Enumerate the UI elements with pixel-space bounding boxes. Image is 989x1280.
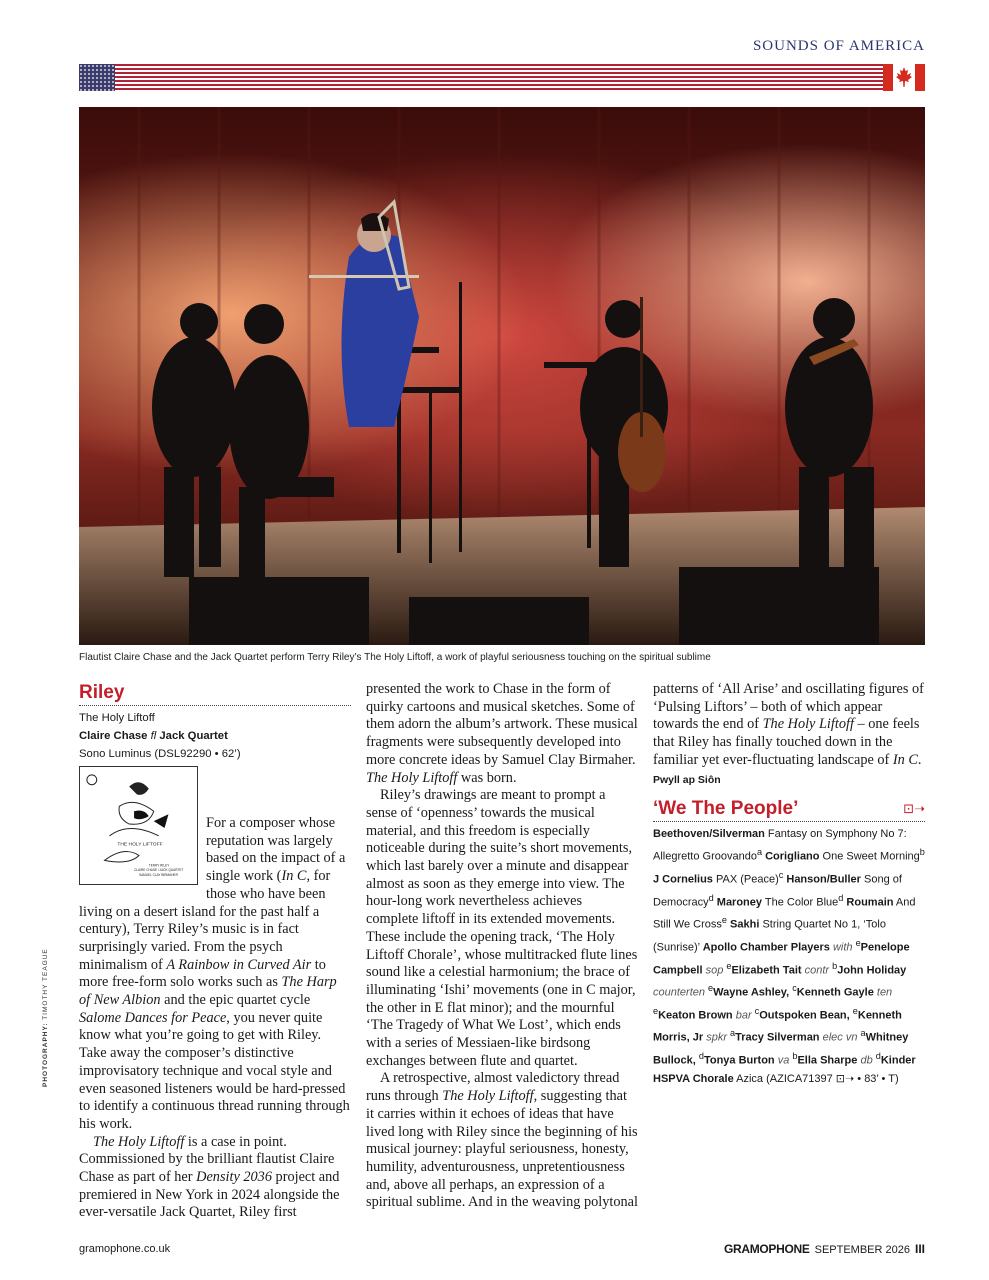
label-info: Sono Luminus (DSL92290 • 62’) [79, 748, 241, 760]
body-paragraph-3: Riley’s drawings are meant to prompt a sense of ‘openness’ towards the musical material, and this freedom is especially noticeable during the suite’s short movements, which last barely over a minute and disappear almost as soon as they emerge into view. The hour-long work nevertheless achieves complete liftoff in its extended movements. These include the opening track, ‘The Holy Liftoff Chorale’, whose multitracked flute lines sound like a celestial harmonium; the brace of illuminating ‘Ishi’ movements (one in C major, the other in E flat minor); and the mournful ‘The Tragedy of What We Lost’, which ends with a series of Messiaen-like birdsong exchanges between flute and quartet. [366, 787, 638, 1069]
flag-banner [79, 64, 925, 91]
website-url: gramophone.co.uk [79, 1243, 171, 1255]
section-label: SOUNDS OF AMERICA [752, 38, 925, 54]
cover-title: THE HOLY LIFTOFF [117, 842, 163, 848]
page-number: III [914, 1242, 925, 1256]
cover-line1: TERRY RILEY [148, 863, 170, 868]
article-body [79, 681, 925, 1226]
review-title-text: ‘We The People’ [653, 798, 799, 820]
review-title-riley [79, 681, 351, 706]
photo-credit-label: PHOTOGRAPHY: [42, 1022, 49, 1087]
reviewer-name: Pwyll ap Siôn [653, 773, 721, 786]
cover-line3: SAMUEL CLAY BIRMAHER [138, 873, 178, 878]
page-footer [724, 1242, 925, 1256]
body-paragraph-2: The Holy Liftoff is a case in point. Commissioned by the brilliant flautist Claire Chase as part of her Density 2036 project and premiered in New York in 2024 alongside the ever-versatile Jack Quartet, Riley first presented the work to Chase in the form of quirky cartoons and musical sketches. Some of them adorn the album’s artwork. These musical fragments were subsequently developed into more concrete ideas by Samuel Clay Birmaher. The Holy Liftoff was born. [79, 681, 638, 1221]
review2-credits: Beethoven/Silverman Fantasy on Symphony No 7: Allegretto Groovando$^a$ Corigliano One Sweet Morning$^b$ J Cornelius PAX (Peace)$^c$ Hanson/Buller Song of Democracy$^d$ Maroney The Color Blue$^d$ Roumain And Still We Cross$^e$ Sakhi String Quartet No 1, ‘Tolo (Sunrise)’ Apollo Chamber Players with $^e$Penelope Campbell sop $^e$Elizabeth Tait contr $^b$John Holiday counterten $^e$Wayne Ashley, $^c$Kenneth Gayle ten $^e$Keaton Brown bar $^c$Outspoken Bean, $^e$Kenneth Morris, Jr spkr $^a$Tracy Silverman elec vn $^a$Whitney Bullock, $^d$Tonya Burton va $^b$Ella Sharpe db $^d$Kinder HSPVA Chorale Azica (AZICA71397 ⊡➝ • 83’ • T) [653, 828, 925, 1085]
canada-flag-icon [883, 64, 925, 91]
instrument-fl: fl [150, 730, 157, 742]
performers [79, 727, 351, 745]
magazine-name: GRAMOPHONE [723, 1242, 810, 1256]
review-title-we-the-people [653, 797, 925, 822]
concert-photo [79, 107, 925, 645]
cover-line2: CLAIRE CHASE / JACK QUARTET [134, 868, 184, 873]
cd-icon: ⊡➝ [903, 801, 925, 817]
work-title: The Holy Liftoff [79, 712, 155, 724]
body-paragraph-4: A retrospective, almost valedictory thread runs through The Holy Liftoff, suggesting that it carries within it echoes of ideas that have lived long with Riley since the beginning of his musical journey: playful seriousness, honesty, humility, adventurousness, unpretentiousness and, above all perhaps, an expression of a spiritual sublime. And in the weaving polytonal patterns of ‘All Arise’ and oscillating figures of ‘Pulsing Liftors’ – both of which appear towards the end of The Holy Liftoff – one feels that Riley has finally touched down in the familiar yet ever-fluctuating landscape of In C. [366, 681, 924, 1211]
body-paragraph-1: For a composer whose reputation was largely based on the impact of a single work (In C, for those who have been living on a desert island for the past half a century), Terry Riley’s music is in fact surprisingly varied. From the psych minimalism of A Rainbow in Curved Air to more free-form solo works such as The Harp of New Albion and the epic quartet cycle Salome Dances for Peace, you never quite know what you’re going to get with Riley. Take away the composer’s distinctive improvisatory technique and vocal style and even seasoned listeners would be hard-pressed to identify a continuous thread running through his work. [79, 815, 350, 1132]
us-flag-icon [79, 64, 115, 91]
album-cover [79, 766, 198, 885]
photo-credit [42, 948, 49, 1087]
issue-date: SEPTEMBER 2026 [814, 1244, 910, 1256]
review-title-text: Riley [79, 682, 125, 703]
album-cover-art-icon [80, 767, 197, 884]
performer-claire-chase: Claire Chase [79, 730, 148, 742]
photo-credit-name: TIMOTHY TEAGUE [42, 948, 49, 1020]
photo-caption: Flautist Claire Chase and the Jack Quartet perform Terry Riley’s The Holy Liftoff, a work of playful seriousness touching on the spiritual sublime [79, 652, 711, 663]
maple-leaf-icon [896, 67, 912, 87]
performer-jack-quartet: Jack Quartet [159, 730, 228, 742]
